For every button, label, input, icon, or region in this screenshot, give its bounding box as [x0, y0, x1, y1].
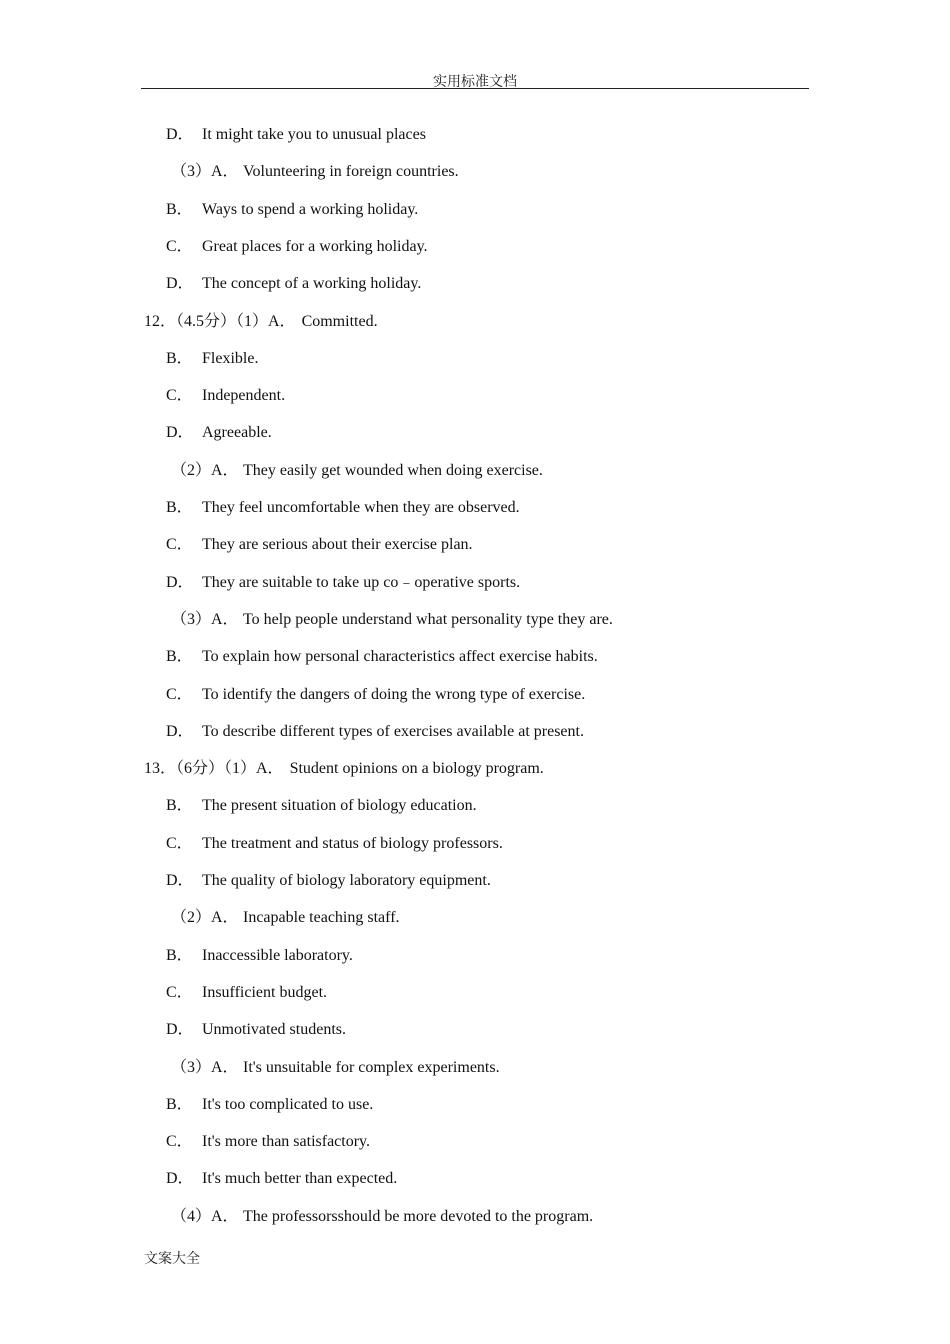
- option-line: [171, 907, 400, 929]
- option-label: B．: [166, 946, 193, 964]
- option-text: Student opinions on a biology program.: [289, 760, 544, 778]
- option-label: D．: [166, 275, 194, 293]
- option-label: C．: [166, 834, 193, 852]
- option-label: D．: [166, 1170, 194, 1188]
- option-line: [171, 460, 543, 482]
- option-text: The present situation of biology education.: [202, 797, 477, 815]
- option-label: D．: [166, 573, 194, 591]
- option-text: It's unsuitable for complex experiments.: [243, 1058, 500, 1076]
- option-text: Agreeable.: [202, 424, 272, 442]
- option-text: Volunteering in foreign countries.: [243, 163, 459, 181]
- option-text: Incapable teaching staff.: [243, 909, 400, 927]
- option-line: [166, 721, 584, 743]
- option-label: B．: [166, 349, 193, 367]
- option-line: [166, 870, 491, 892]
- option-line: [166, 124, 426, 146]
- option-label: D．: [166, 1021, 194, 1039]
- option-text: It might take you to unusual places: [202, 126, 426, 143]
- option-line: [166, 1094, 373, 1116]
- option-label: B．: [166, 200, 193, 218]
- option-label: （2）A．: [171, 909, 239, 927]
- option-line: [166, 422, 272, 444]
- option-text: To describe different types of exercises available at present.: [202, 722, 584, 740]
- question-line: [144, 758, 544, 780]
- option-label: （4）A．: [171, 1207, 239, 1225]
- option-line: [171, 1057, 500, 1079]
- option-text: It's too complicated to use.: [202, 1095, 374, 1113]
- option-text: The quality of biology laboratory equipment.: [202, 872, 491, 889]
- option-line: [166, 945, 353, 967]
- option-text: It's much better than expected.: [202, 1170, 398, 1188]
- option-text: Flexible.: [202, 349, 259, 367]
- option-label: B．: [166, 648, 193, 666]
- option-label: B．: [166, 1095, 193, 1113]
- option-label: D．: [166, 126, 194, 143]
- option-text: Inaccessible laboratory.: [202, 946, 353, 964]
- option-line: [166, 534, 473, 556]
- option-text: They feel uncomfortable when they are observed.: [202, 499, 520, 516]
- option-label: （3）A．: [171, 1058, 239, 1076]
- question-line: [144, 311, 378, 333]
- option-text: Ways to spend a working holiday.: [202, 200, 419, 218]
- option-text: To explain how personal characteristics affect exercise habits.: [202, 648, 598, 666]
- option-line: [166, 833, 503, 855]
- page-footer-text: 文案大全: [144, 1252, 200, 1267]
- option-text: To help people understand what personality type they are.: [243, 610, 613, 628]
- option-label: C．: [166, 1133, 193, 1151]
- option-label: C．: [166, 685, 193, 703]
- option-label: D．: [166, 722, 194, 740]
- option-text: They are suitable to take up co﹣operative sports.: [202, 573, 521, 591]
- option-line: [166, 236, 428, 258]
- option-line: [166, 199, 418, 221]
- header-divider: [141, 88, 809, 89]
- option-text: It's more than satisfactory.: [202, 1133, 371, 1151]
- page-header-title: 实用标准文档: [433, 75, 517, 90]
- option-line: [166, 795, 477, 817]
- option-text: The concept of a working holiday.: [202, 275, 422, 293]
- option-text: The treatment and status of biology professors.: [202, 834, 503, 852]
- option-label: C．: [166, 237, 193, 255]
- option-line: [166, 982, 327, 1004]
- option-label: （2）A．: [171, 461, 239, 479]
- option-label: B．: [166, 797, 193, 815]
- option-line: [166, 684, 585, 706]
- option-text: Insufficient budget.: [202, 983, 328, 1001]
- option-text: Unmotivated students.: [202, 1021, 346, 1039]
- option-label: C．: [166, 983, 193, 1001]
- option-line: [166, 1131, 370, 1153]
- option-text: They easily get wounded when doing exercise.: [243, 461, 543, 479]
- option-text: To identify the dangers of doing the wrong type of exercise.: [202, 685, 586, 703]
- option-label: C．: [166, 536, 193, 554]
- option-label: （3）A．: [171, 163, 239, 181]
- option-label: D．: [166, 872, 194, 889]
- option-text: The professorsshould be more devoted to the program.: [243, 1207, 594, 1225]
- option-text: They are serious about their exercise plan.: [202, 536, 473, 554]
- option-text: Committed.: [301, 312, 378, 330]
- option-line: [171, 609, 613, 631]
- option-label: 13．（6分）（1）A．: [144, 760, 284, 778]
- option-line: [166, 348, 258, 370]
- option-line: [171, 161, 459, 183]
- option-line: [166, 572, 520, 594]
- option-label: （3）A．: [171, 610, 239, 628]
- option-line: [166, 646, 598, 668]
- option-line: [166, 1168, 397, 1190]
- option-line: [166, 385, 285, 407]
- option-line: [171, 1206, 593, 1228]
- option-text: Great places for a working holiday.: [202, 237, 428, 255]
- option-label: B．: [166, 499, 193, 516]
- option-label: C．: [166, 387, 193, 405]
- option-line: [166, 273, 421, 295]
- option-line: [166, 497, 520, 519]
- option-label: D．: [166, 424, 194, 442]
- option-text: Independent.: [202, 387, 286, 405]
- option-label: 12．（4.5分）（1）A．: [144, 312, 296, 330]
- option-line: [166, 1019, 346, 1041]
